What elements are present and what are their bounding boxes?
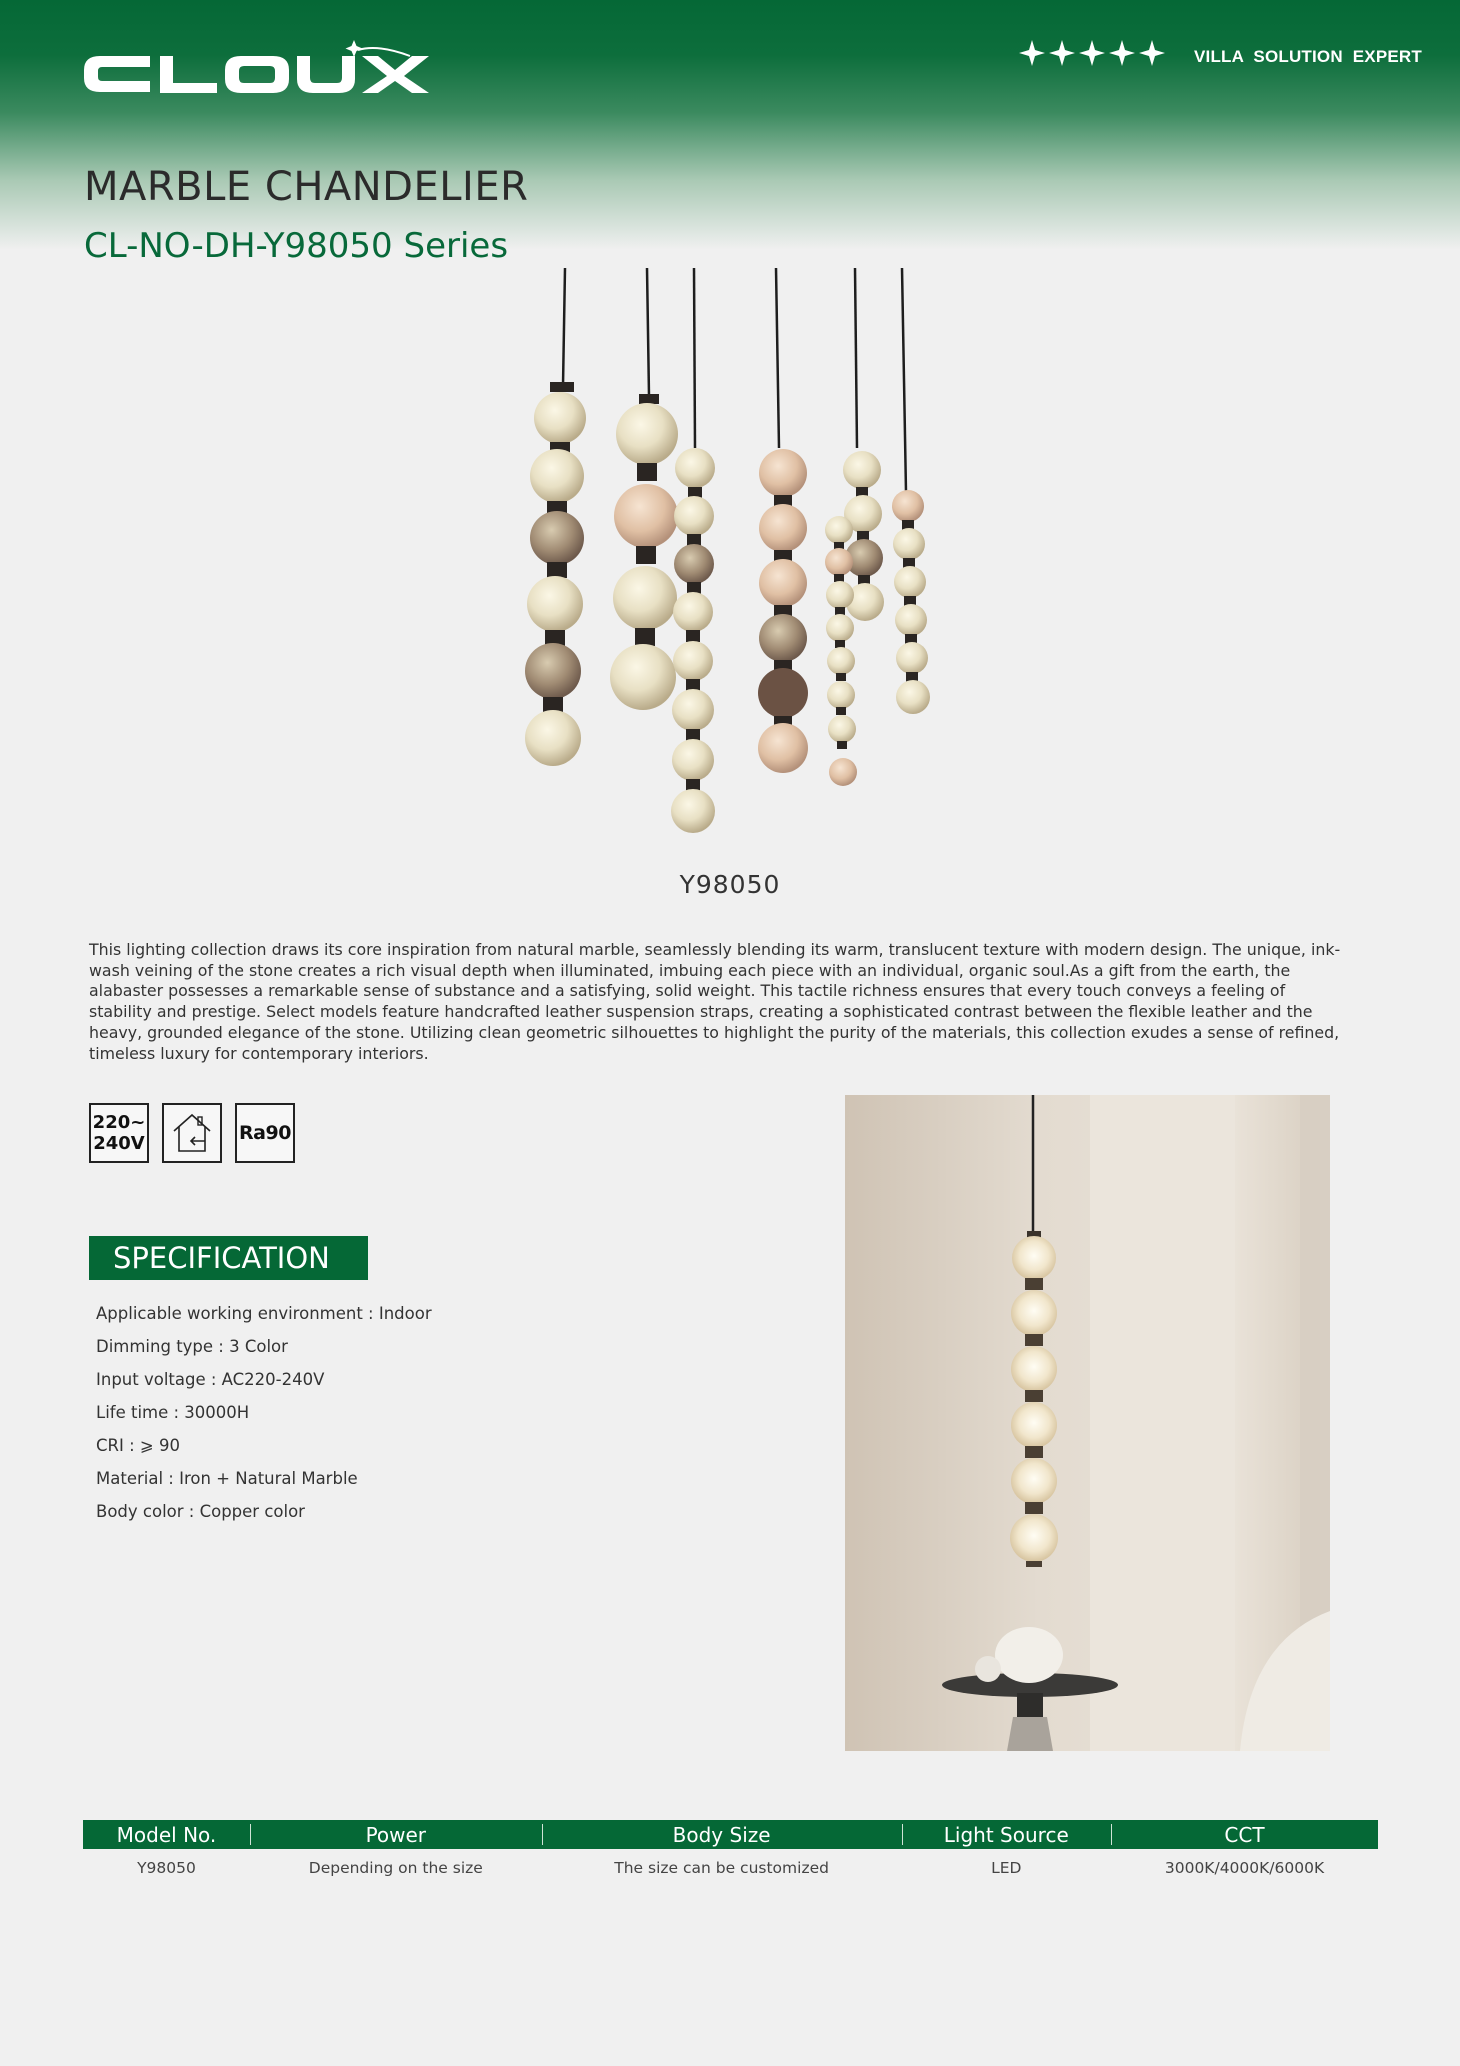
interior-scene-image bbox=[845, 1095, 1330, 1751]
star-icon bbox=[1078, 38, 1106, 68]
col-light-source: Light Source bbox=[902, 1820, 1111, 1849]
cri-badge: Ra90 bbox=[235, 1103, 295, 1163]
spec-item: CRI : ⩾ 90 bbox=[96, 1436, 180, 1455]
col-body-size: Body Size bbox=[542, 1820, 902, 1849]
cell-model-no: Y98050 bbox=[137, 1859, 196, 1877]
cell-body-size: The size can be customized bbox=[614, 1859, 829, 1877]
col-power: Power bbox=[250, 1820, 542, 1849]
spec-item: Life time : 30000H bbox=[96, 1403, 250, 1422]
col-model-no: Model No. bbox=[83, 1820, 250, 1849]
model-caption: Y98050 bbox=[679, 870, 781, 899]
series-subtitle: CL-NO-DH-Y98050 Series bbox=[84, 226, 509, 266]
cell-light-source: LED bbox=[991, 1859, 1022, 1877]
specification-heading: SPECIFICATION bbox=[89, 1236, 368, 1280]
cloux-logo bbox=[82, 40, 442, 104]
voltage-line-1: 220~ bbox=[92, 1112, 146, 1133]
page-title: MARBLE CHANDELIER bbox=[84, 164, 529, 210]
spec-item: Dimming type : 3 Color bbox=[96, 1337, 288, 1356]
spec-item: Material : Iron + Natural Marble bbox=[96, 1469, 358, 1488]
house-indoor-icon bbox=[169, 1111, 215, 1155]
header-gradient-band bbox=[0, 0, 1460, 250]
spec-item: Body color : Copper color bbox=[96, 1502, 305, 1521]
spec-item: Input voltage : AC220-240V bbox=[96, 1370, 325, 1389]
star-icon bbox=[1018, 38, 1046, 68]
star-icon bbox=[1138, 38, 1166, 68]
star-icon bbox=[1048, 38, 1076, 68]
tagline: VILLA SOLUTION EXPERT bbox=[1194, 47, 1422, 66]
product-spec-table bbox=[83, 1820, 1378, 1887]
voltage-badge bbox=[89, 1103, 149, 1163]
spec-item: Applicable working environment : Indoor bbox=[96, 1304, 432, 1323]
indoor-badge bbox=[162, 1103, 222, 1163]
table-header-row bbox=[83, 1820, 1378, 1849]
feature-badges bbox=[89, 1103, 295, 1163]
product-description: This lighting collection draws its core inspiration from natural marble, seamlessly blending its warm, translucent texture with modern design. The unique, ink-wash veining of the stone creates a rich visual depth when illuminated, imbuing each piece with an individual, organic soul.As a gift from the earth, the alabaster possesses a remarkable sense of substance and a satisfying, solid weight. This tactile richness ensures that every touch conveys a feeling of stability and prestige. Select models feature handcrafted leather suspension straps, creating a sophisticated contrast between the flexible leather and the heavy, grounded elegance of the stone. Utilizing clean geometric silhouettes to highlight the purity of the materials, this collection exudes a sense of refined, timeless luxury for contemporary interiors. bbox=[89, 940, 1341, 1063]
specification-list bbox=[96, 1302, 432, 1533]
five-star-rating bbox=[1018, 38, 1166, 68]
cell-power: Depending on the size bbox=[308, 1859, 483, 1877]
cell-cct: 3000K/4000K/6000K bbox=[1164, 1859, 1325, 1877]
star-icon bbox=[1108, 38, 1136, 68]
table-row bbox=[83, 1849, 1378, 1887]
voltage-line-2: 240V bbox=[93, 1133, 145, 1154]
col-cct: CCT bbox=[1111, 1820, 1378, 1849]
chandelier-product-image bbox=[500, 268, 960, 858]
